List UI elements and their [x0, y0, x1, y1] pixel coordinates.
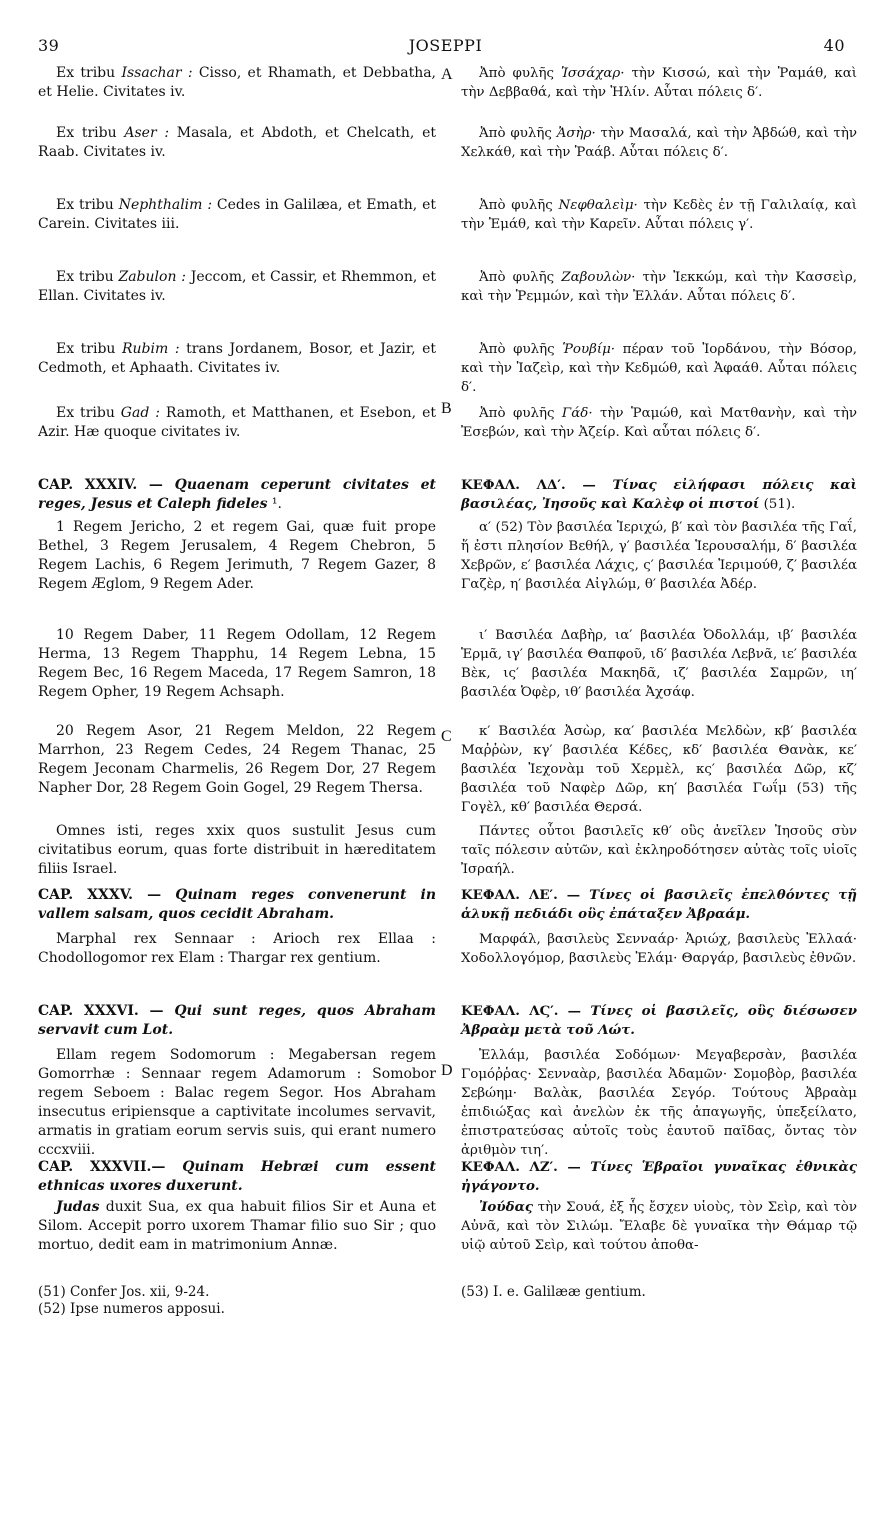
footnote-51: (51) Confer Jos. xii, 9-24.: [38, 1284, 210, 1300]
greek-zabulon: Ἀπὸ φυλῆς Ζαβουλὼν· τὴν Ἰεκκώμ, καὶ τὴν Κασσεὶρ, καὶ τὴν Ῥεμμών, καὶ τὴν Ἐλλάν. Αὗται πόλεις δ′.: [461, 270, 857, 304]
greek-paragraph-4: Πάντες οὗτοι βασιλεῖς κθ′ οὓς ἀνεῖλεν Ἰησοῦς σὺν ταῖς πόλεσιν αὐτῶν, καὶ ἐκληροδότησεν αὐτὰς τοῖς υἱοῖς Ἰσραήλ.: [461, 824, 857, 877]
greek-aser: Ἀπὸ φυλῆς Ἀσὴρ· τὴν Μασαλά, καὶ τὴν Ἀβδώθ, καὶ τὴν Χελκάθ, καὶ τὴν Ῥαάβ. Αὗται πόλεις δ′.: [461, 126, 857, 160]
latin-rubim: Ex tribu Rubim : trans Jordanem, Bosor, et Jazir, et Cedmoth, et Aphaath. Civitates iv.: [38, 341, 436, 376]
greek-paragraph-3: κ′ Βασιλέα Ἀσὼρ, κα′ βασιλέα Μελδὼν, κβ′ βασιλέα Μαῤῥὼν, κγ′ βασιλέα Κέδες, κδ′ βασιλέα Θανὰκ, κε′ βασιλέα Ἰεχονὰμ τοῦ Χερμὲλ, κς′ βασιλέα Δῶρ, κζ′ βασιλέα τοῦ Ναφὲρ Δῶρ, κη′ βασιλέα Γωΐμ (53) τῆς Γογὲλ, κθ′ βασιλέα Θερσά.: [461, 724, 857, 815]
footnote-53: (53) I. e. Galilææ gentium.: [461, 1284, 646, 1300]
latin-gad: Ex tribu Gad : Ramoth, et Matthanen, et Esebon, et Azir. Hæ quoque civitates iv.: [38, 405, 436, 440]
greek-paragraph-1: α′ (52) Τὸν βασιλέα Ἱεριχώ, β′ καὶ τὸν βασιλέα τῆς Γαΐ, ἥ ἐστι πλησίον Βεθήλ, γ′ βασιλέα Ἱερουσαλήμ, δ′ βασιλέα Χεβρῶν, ε′ βασιλέα Λάχις, ς′ βασιλέα Ἱεριμούθ, ζ′ βασιλέα Γαζὲρ, η′ βασιλέα Αἰγλώμ, θ′ βασιλέα Ἀδέρ.: [461, 520, 857, 592]
running-head: JOSEPPI: [408, 36, 483, 55]
margin-letter-c: C: [441, 728, 452, 745]
greek-gad: Ἀπὸ φυλῆς Γάδ· τὴν Ῥαμώθ, καὶ Ματθανὴν, καὶ τὴν Ἐσεβών, καὶ τὴν Ἀζείρ. Καὶ αὗται πόλεις δ′.: [461, 406, 857, 440]
greek-column: [461, 64, 857, 1301]
greek-issachar: Ἀπὸ φυλῆς Ἰσσάχαρ· τὴν Κισσώ, καὶ τὴν Ῥαμάθ, καὶ τὴν Δεββαθά, καὶ τὴν Ἡλίν. Αὗται πόλεις δ′.: [461, 66, 857, 100]
latin-chapter-heading-34: CAP. XXXIV. — Quaenam ceperunt civitates et reges, Jesus et Caleph fideles ¹.: [38, 477, 436, 512]
greek-chapter-heading-37: ΚΕΦΑΛ. ΛΖ′. — Τίνες Ἑβραῖοι γυναῖκας ἐθνικὰς ἠγάγοντο.: [461, 1159, 857, 1194]
margin-letter-d: D: [441, 1062, 453, 1079]
latin-paragraph-5: Marphal rex Sennaar : Arioch rex Ellaa : Chodollogomor rex Elam : Thargar rex gentium.: [38, 931, 436, 966]
latin-chapter-heading-36: CAP. XXXVI. — Qui sunt reges, quos Abraham servavit cum Lot.: [38, 1003, 436, 1038]
greek-paragraph-5: Μαρφάλ, βασιλεὺς Σενναάρ· Ἀριώχ, βασιλεὺς Ἐλλαά· Χοδολλογόμορ, βασιλεὺς Ἐλάμ· Θαργάρ, βασιλεὺς ἐθνῶν.: [461, 932, 857, 966]
greek-rubim: Ἀπὸ φυλῆς Ῥουβίμ· πέραν τοῦ Ἰορδάνου, τὴν Βόσορ, καὶ τὴν Ἰαζεὶρ, καὶ τὴν Κεδμώθ, καὶ Ἀφαάθ. Αὗται πόλεις δ′.: [461, 342, 857, 395]
greek-chapter-heading-36: ΚΕΦΑΛ. ΛϚ′. — Τίνες οἱ βασιλεῖς, οὓς διέσωσεν Ἀβραὰμ μετὰ τοῦ Λώτ.: [461, 1003, 857, 1038]
latin-issachar: Ex tribu Issachar : Cisso, et Rhamath, et Debbatha, et Helie. Civitates iv.: [38, 65, 437, 100]
latin-paragraph-6: Ellam regem Sodomorum : Megabersan regem Gomorrhæ : Sennaar regem Adamorum : Somobor regem Seboem : Balac regem Segor. Hos Abraham insecutus eripiensque a captivitate incolumes servavit, armatis in gratiam eorum servis suis, qui erant numero cccxviii.: [38, 1047, 436, 1158]
footnote-52: (52) Ipse numeros apposui.: [38, 1301, 225, 1317]
greek-chapter-heading-34: ΚΕΦΑΛ. ΛΔ′. — Τίνας εἰλήφασι πόλεις καὶ βασιλέας, Ἰησοῦς καὶ Καλὲφ οἱ πιστοί (51).: [461, 477, 857, 512]
latin-paragraph-3: 20 Regem Asor, 21 Regem Meldon, 22 Regem Marrhon, 23 Regem Cedes, 24 Regem Thanac, 25 Regem Jeconam Charmelis, 26 Regem Dor, 27 Regem Napher Dor, 28 Regem Goin Gogel, 29 Regem Thersa.: [38, 723, 436, 796]
page-number-right: 40: [823, 36, 845, 55]
latin-paragraph-1: 1 Regem Jericho, 2 et regem Gai, quæ fuit prope Bethel, 3 Regem Jerusalem, 4 Regem Chebron, 5 Regem Lachis, 6 Regem Jerimuth, 7 Regem Gazer, 8 Regem Æglom, 9 Regem Ader.: [38, 519, 436, 592]
greek-paragraph-2: ι′ Βασιλέα Δαβὴρ, ια′ βασιλέα Ὀδολλάμ, ιβ′ βασιλέα Ἑρμᾶ, ιγ′ βασιλέα Θαπφοῦ, ιδ′ βασιλέα Λεβνᾶ, ιε′ βασιλέα Βὲκ, ις′ βασιλέα Μακηδᾶ, ιζ′ βασιλέα Σαμρῶν, ιη′ βασιλέα Ὀφὲρ, ιθ′ βασιλέα Ἀχσάφ.: [461, 628, 857, 700]
page-number-left: 39: [38, 36, 60, 55]
margin-letter-b: B: [441, 400, 452, 417]
latin-aser: Ex tribu Aser : Masala, et Abdoth, et Chelcath, et Raab. Civitates iv.: [38, 125, 436, 160]
latin-chapter-heading-35: CAP. XXXV. — Quinam reges convenerunt in vallem salsam, quos cecidit Abraham.: [38, 887, 437, 922]
greek-paragraph-6: Ἐλλάμ, βασιλέα Σοδόμων· Μεγαβερσὰν, βασιλέα Γομόῤῥας· Σενναὰρ, βασιλέα Ἀδαμῶν· Σομοβὸρ, βασιλέα Σεβώημ· Βαλὰκ, βασιλέα Σεγόρ. Τούτους Ἀβραὰμ ἐπιδιώξας καὶ ἀνελὼν ἐκ τῆς ἀπαγωγῆς, ὑπεξείλατο, ἐπιστρατεύσας αὐτοῖς τοὺς ἑαυτοῦ παῖδας, ὄντας τὸν ἀριθμὸν τιη′.: [461, 1048, 857, 1158]
greek-nephthalim: Ἀπὸ φυλῆς Νεφθαλεὶμ· τὴν Κεδὲς ἐν τῇ Γαλιλαίᾳ, καὶ τὴν Ἐμάθ, καὶ τὴν Καρεῖν. Αὗται πόλεις γ′.: [461, 198, 857, 232]
latin-nephthalim: Ex tribu Nephthalim : Cedes in Galilæa, et Emath, et Carein. Civitates iii.: [38, 197, 436, 232]
greek-paragraph-7: Ἰούδας τὴν Σουά, ἐξ ἧς ἔσχεν υἱοὺς, τὸν Σεὶρ, καὶ τὸν Αὐνᾶ, καὶ τὸν Σιλώμ. Ἔλαβε δὲ γυναῖκα τὴν Θάμαρ τῷ υἱῷ αὐτοῦ Σεὶρ, καὶ τούτου ἀποθα-: [461, 1199, 857, 1253]
margin-letter-a: A: [441, 66, 453, 83]
latin-paragraph-2: 10 Regem Daber, 11 Regem Odollam, 12 Regem Herma, 13 Regem Thapphu, 14 Regem Lebna, 15 Regem Bec, 16 Regem Maceda, 17 Regem Samron, 18 Regem Opher, 19 Regem Achsaph.: [38, 627, 436, 700]
latin-chapter-heading-37: CAP. XXXVII.— Quinam Hebræi cum essent ethnicas uxores duxerunt.: [38, 1159, 437, 1194]
latin-column: [38, 64, 436, 1318]
latin-paragraph-7: Judas duxit Sua, ex qua habuit filios Sir et Auna et Silom. Accepit porro uxorem Thamar filio suo Sir ; quo mortuo, dedit eam in matrimonium Annæ.: [38, 1199, 436, 1253]
latin-paragraph-4: Omnes isti, reges xxix quos sustulit Jesus cum civitatibus eorum, quas forte distribuit in hæreditatem filiis Israel.: [38, 823, 436, 877]
greek-chapter-heading-35: ΚΕΦΑΛ. ΛΕ′. — Τίνες οἱ βασιλεῖς ἐπελθόντες τῇ ἁλυκῇ πεδιάδι οὓς ἐπάταξεν Ἀβραάμ.: [461, 887, 857, 922]
latin-zabulon: Ex tribu Zabulon : Jeccom, et Cassir, et Rhemmon, et Ellan. Civitates iv.: [38, 269, 437, 304]
